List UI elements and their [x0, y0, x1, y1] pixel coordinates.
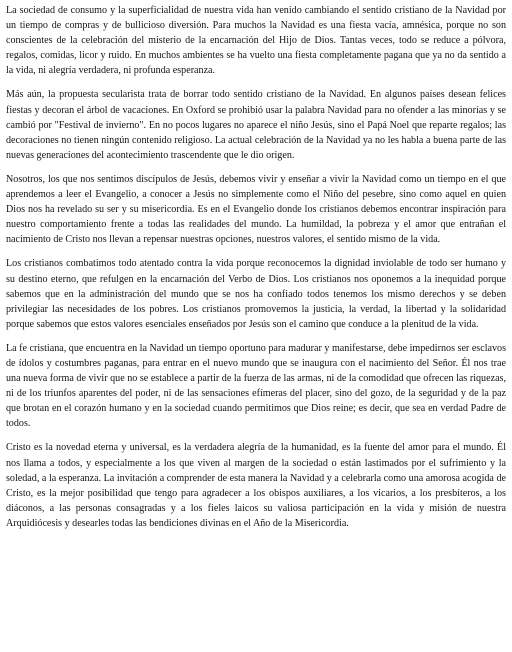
- paragraph-5: La fe cristiana, que encuentra en la Navidad un tiempo oportuno para madurar y manifestarse, debe impedirnos ser esclavos de ídolos y costumbres paganas, para entrar en el nuevo mundo que se inaugura con el nacimiento del Señor. Él nos trae una nueva forma de vivir que no se establece a partir de la fuerza de las armas, ni de la comodidad que ofrecen las riquezas, ni de los triunfos aparentes del poder, ni de las sensaciones efímeras del placer, sino del gozo, de la seguridad y de la paz que brotan en el corazón humano y en la sociedad cuando permitimos que Dios reine; es decir, que sea en verdad Padre de todos.: [6, 342, 507, 430]
- paragraph-4: Los cristianos combatimos todo atentado contra la vida porque reconocemos la dignidad inviolable de todo ser humano y su destino eterno, que refulgen en la encarnación del Verbo de Dios. Los cristianos nos oponemos a la inequidad porque sabemos que en la administración del mundo que se nos ha confiado todos tenemos los mismo derechos y se deben privilegiar las necesidades de los pobres. Los cristianos promovemos la justicia, la verdad, la libertad y la solidaridad porque sabemos que estos valores esenciales enseñados por Jesús son el camino que conduce a la plenitud de la vida.: [6, 258, 506, 330]
- paragraph-6: Cristo es la novedad eterna y universal, es la verdadera alegría de la humanidad, es la fuente del amor para el mundo. Él nos llama a todos, y especialmente a los que viven al margen de la sociedad o están lastimados por el sufrimiento y la soledad, a la esperanza. La invitación a comprender de esta manera la Navidad y a celebrarla como una amorosa acogida de Cristo, es la mejor posibilidad que tengo para agradecer a los obispos auxiliares, a los vicarios, a los presbíteros, a los diáconos, a las personas consagradas y a los fieles laicos su valiosa participación en la vida y misión de nuestra Arquidiócesis y desearles todas las bendiciones divinas en el Año de la Misericordia.: [6, 442, 506, 529]
- paragraph-3: Nosotros, los que nos sentimos discípulos de Jesús, debemos vivir y enseñar a vivir la Navidad como un tiempo en el que aprendemos a leer el Evangelio, a conocer a Jesús no simplemente como el Niño del pesebre, sino como aquel en quien Dios nos ha revelado su ser y su misericordia. Es en el Evangelio donde los cristianos debemos encontrar inspiración para nuestro comportamiento frente a todas las realidades del mundo. La humildad, la pobreza y el amor que entrañan el nacimiento de Cristo nos llevan a repensar nuestras opciones, nuestros valores, el sentido mismo de la vida.: [6, 173, 506, 246]
- paragraph-2: Más aún, la propuesta secularista trata de borrar todo sentido cristiano de la Navidad. En algunos países desean felices fiestas y decoran el árbol de vacaciones. En Oxford se prohibió usar la palabra Navidad para no ofender a las minorías y se cambió por "Festival de invierno". En no pocos lugares no aparece el niño Jesús, sino el Papá Noel que reparte regalos; las decoraciones no tienen ningún contenido religioso. La actual celebración de la Navidad ya no les habla a buena parte de las nuevas generaciones del acontecimiento trascendente que le dio origen.: [6, 89, 506, 161]
- paragraph-1: La sociedad de consumo y la superficialidad de nuestra vida han venido cambiando el sentido cristiano de la Navidad por un tiempo de compras y de bullicioso diversión. Para muchos la Navidad es una fiesta vacía, amnésica, porque no son conscientes de la celebración del misterio de la encarnación del Hijo de Dios. Tantas veces, todo se reduce a pólvora, regalos, comidas, licor y ruido. En muchos ambientes se ha vuelto una fiesta completamente pagana que ya no da sentido a la vida, ni alegría verdadera, ni profunda esperanza.: [6, 5, 506, 77]
